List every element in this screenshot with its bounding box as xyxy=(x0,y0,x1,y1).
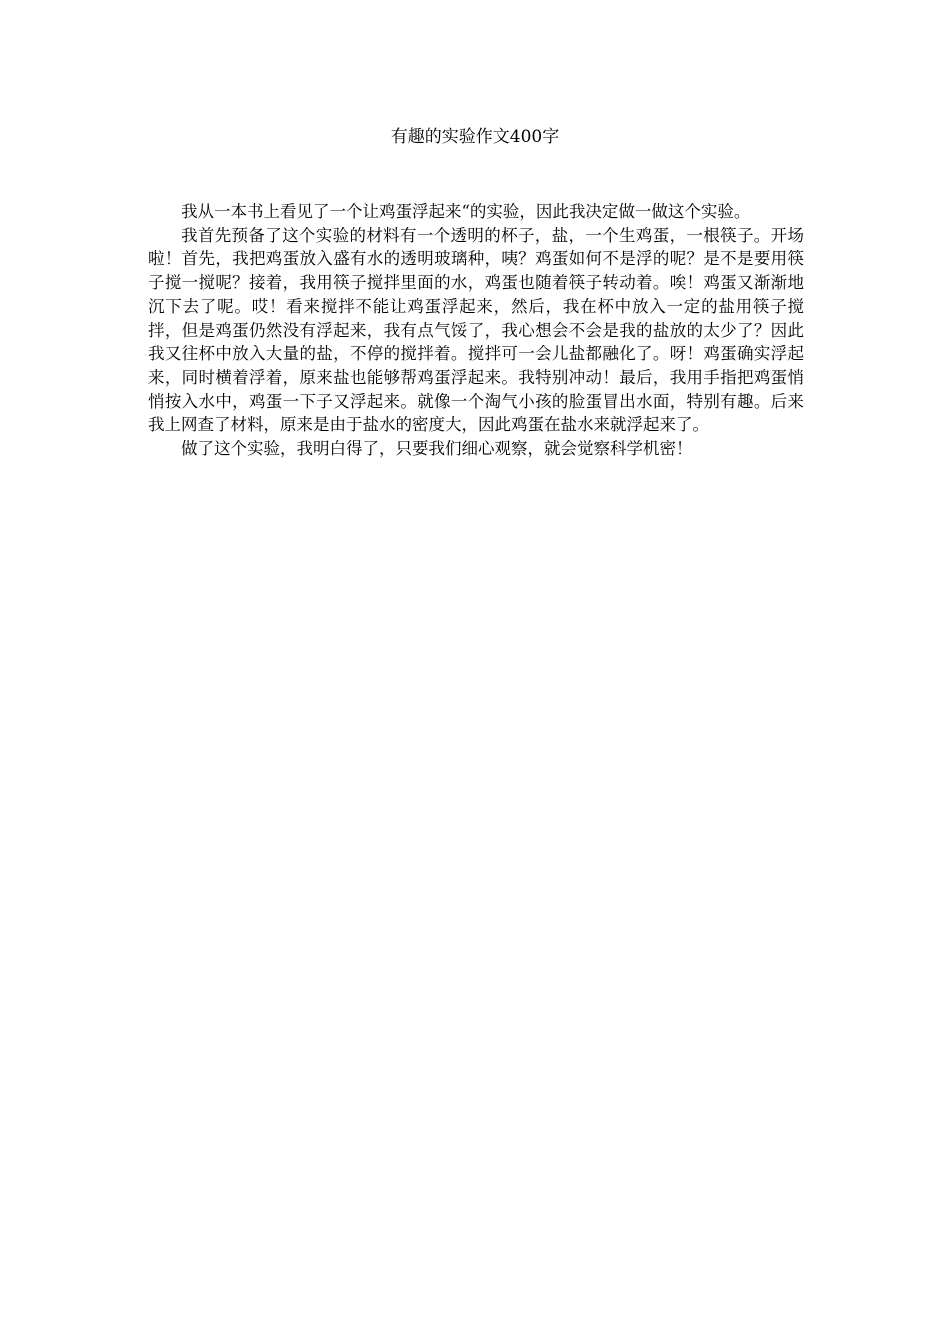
document-body xyxy=(148,200,804,461)
paragraph-2: 我首先预备了这个实验的材料有一个透明的杯子，盐，一个生鸡蛋，一根筷子。开场啦！首先，我把鸡蛋放入盛有水的透明玻璃种，咦？鸡蛋如何不是浮的呢？是不是要用筷子搅一搅呢？接着，我用筷子搅拌里面的水，鸡蛋也随着筷子转动着。唉！鸡蛋又渐渐地沉下去了呢。哎！看来搅拌不能让鸡蛋浮起来，然后，我在杯中放入一定的盐用筷子搅拌，但是鸡蛋仍然没有浮起来，我有点气馁了，我心想会不会是我的盐放的太少了？因此我又往杯中放入大量的盐，不停的搅拌着。搅拌可一会儿盐都融化了。呀！鸡蛋确实浮起来，同时横着浮着，原来盐也能够帮鸡蛋浮起来。我特别冲动！最后，我用手指把鸡蛋悄悄按入水中，鸡蛋一下子又浮起来。就像一个淘气小孩的脸蛋冒出水面，特别有趣。后来我上网查了材料，原来是由于盐水的密度大，因此鸡蛋在盐水来就浮起来了。 xyxy=(148,225,804,435)
document-title: 有趣的实验作文400字 xyxy=(390,127,560,147)
paragraph-1: 我从一本书上看见了一个让鸡蛋浮起来“的实验，因此我决定做一做这个实验。 xyxy=(181,202,751,221)
paragraph-3: 做了这个实验，我明白得了，只要我们细心观察，就会觉察科学机密！ xyxy=(181,439,693,459)
